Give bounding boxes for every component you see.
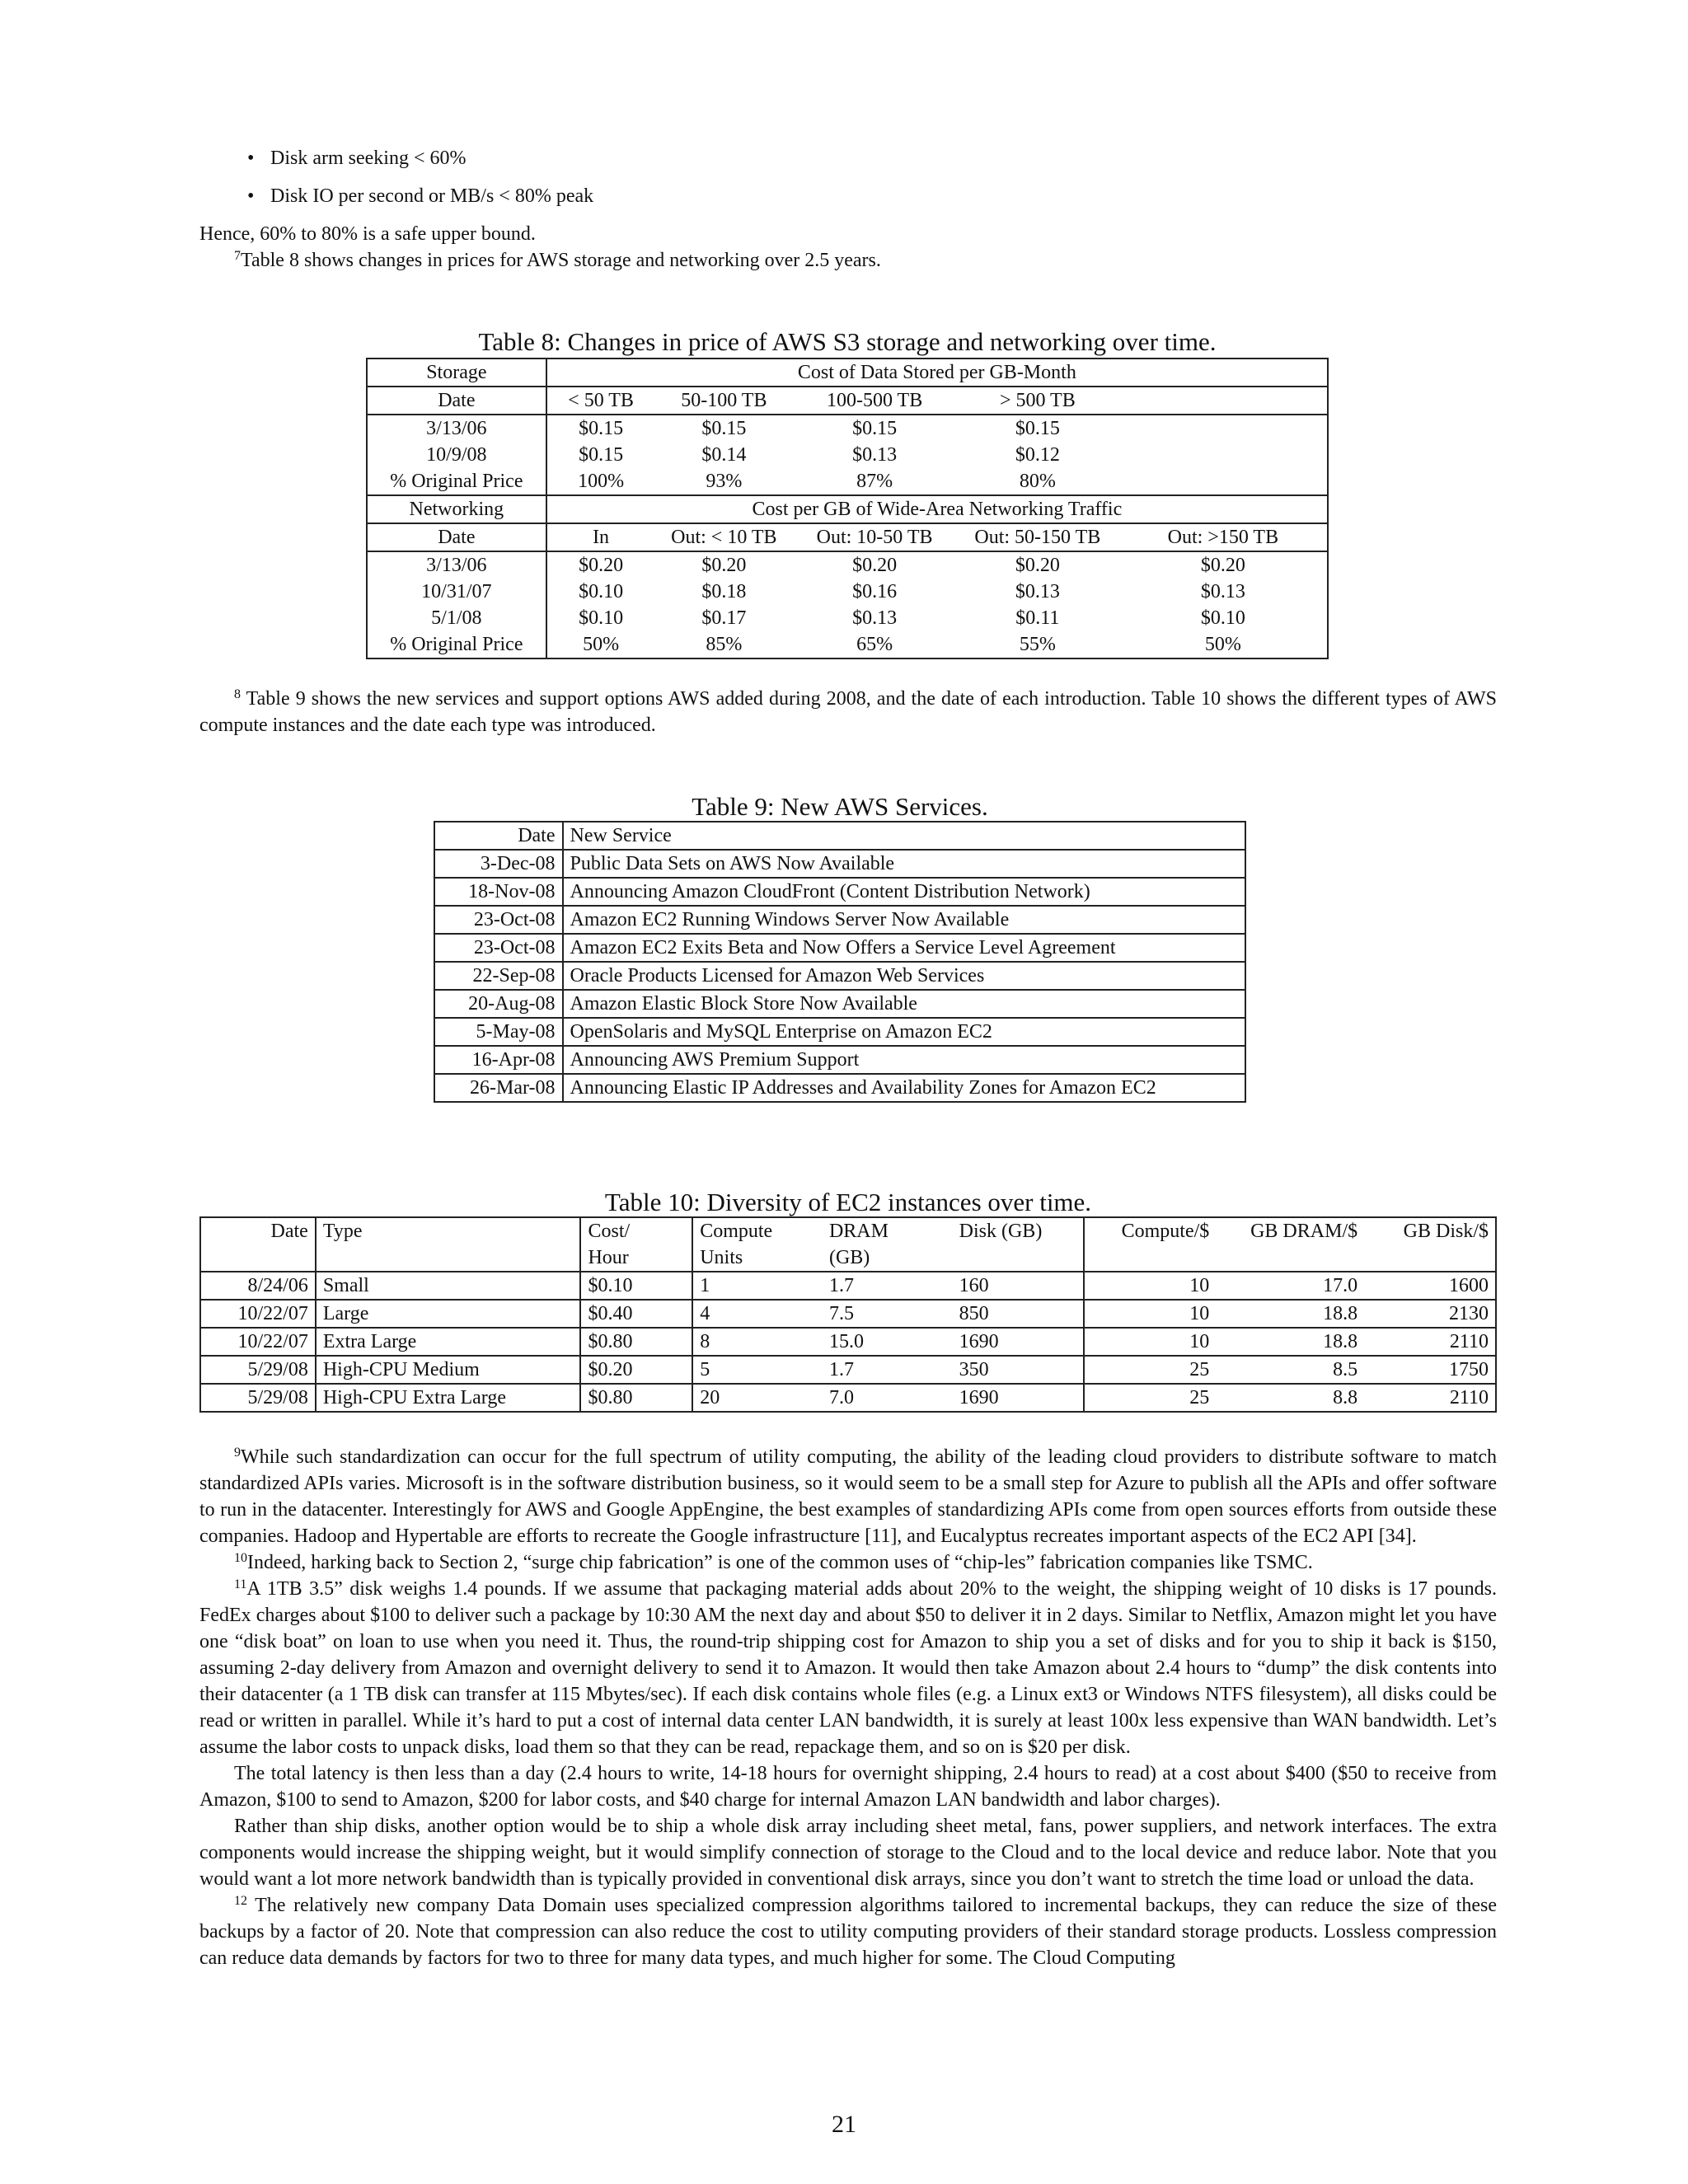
table9-service-cell: Announcing Amazon CloudFront (Content Distribution Network) bbox=[570, 881, 1090, 902]
bullet-item: • Disk arm seeking < 60% bbox=[247, 145, 1484, 183]
table9-service-cell: Oracle Products Licensed for Amazon Web Services bbox=[570, 965, 985, 987]
table10-cell: 17.0 bbox=[1323, 1275, 1358, 1296]
table10-cell: 25 bbox=[1189, 1359, 1210, 1380]
table8-cell: $0.15 bbox=[579, 418, 624, 439]
table10-header-cell: (GB) bbox=[828, 1247, 870, 1268]
table10-cell: 18.8 bbox=[1323, 1303, 1358, 1324]
table-row bbox=[367, 631, 1328, 658]
table10-header-cell: Cost/ bbox=[580, 1217, 692, 1244]
table8-cell: $0.16 bbox=[852, 581, 898, 602]
footnote-mark: 8 bbox=[234, 687, 241, 701]
table8-cell: $0.20 bbox=[1200, 555, 1245, 576]
table10-cell: 1 bbox=[700, 1275, 710, 1296]
table8-cell: 3/13/06 bbox=[367, 415, 546, 442]
table9-header-cell: New Service bbox=[570, 825, 672, 846]
table8-cell: $0.13 bbox=[852, 607, 898, 629]
table8-cell: $0.12 bbox=[1015, 444, 1060, 466]
table9-date-cell: 23-Oct-08 bbox=[434, 934, 563, 962]
table8-storage-group: Cost of Data Stored per GB-Month bbox=[797, 362, 1076, 383]
footnote-mark: 12 bbox=[234, 1894, 247, 1908]
footnote-mark: 9 bbox=[234, 1446, 241, 1460]
table10-header-cell: DRAM bbox=[828, 1221, 889, 1242]
table10-cell: 1690 bbox=[953, 1384, 1085, 1412]
table8-cell: $0.17 bbox=[701, 607, 747, 629]
footnote-block-9-12 bbox=[199, 1444, 1497, 1971]
table8-cell: % Original Price bbox=[367, 631, 546, 658]
table-row bbox=[367, 551, 1328, 579]
table10-cell: 10 bbox=[1189, 1303, 1210, 1324]
table8-storage-label: Storage bbox=[367, 359, 546, 387]
table10-cell: 1.7 bbox=[828, 1359, 854, 1380]
table9-caption: Table 9: New AWS Services. bbox=[692, 792, 988, 821]
table10-cell: $0.20 bbox=[580, 1356, 692, 1384]
footnote-11 bbox=[199, 1576, 1497, 1760]
table9-service-cell: Announcing AWS Premium Support bbox=[570, 1049, 860, 1071]
table8-cell: 50% bbox=[1204, 634, 1241, 655]
bullet-list bbox=[247, 145, 1484, 221]
table10-header-cell: Disk (GB) bbox=[953, 1217, 1085, 1244]
footnote-text: A 1TB 3.5” disk weighs 1.4 pounds. If we assume that packaging material adds about 20% to the weight, the shipping weight of 10 disks is 17 pounds. FedEx charges about $100 to deliver such a package by 10:30 AM the next day and about $50 to deliver it in 2 days. Similar to Netflix, Amazon might let you have one “disk boat” on loan to use when you need it. Thus, the round-trip shipping cost for Amazon to ship you a set of disks and for you to ship it back is $150, assuming 2-day delivery from Amazon and overnight delivery to send it to Amazon. It would then take Amazon about 2.4 hours to “dump” the disk contents into their datacenter (a 1 TB disk can transfer at 115 Mbytes/sec). If each disk contains whole files (e.g. a Linux ext3 or Windows NTFS filesystem), all disks could be read or written in parallel. While it’s hard to put a cost of internal data center LAN bandwidth, it is surely at least 100x less expensive than WAN bandwidth. Let’s assume the labor costs to unpack disks, load them so that they can be read, repackage them, and so on is $20 per disk. bbox=[199, 1578, 1497, 1758]
table9-date-cell: 16-Apr-08 bbox=[434, 1046, 563, 1074]
table10-cell: High-CPU Medium bbox=[316, 1356, 581, 1384]
footnote-text: Table 8 shows changes in prices for AWS storage and networking over 2.5 years. bbox=[241, 250, 881, 271]
table10-cell: 5 bbox=[700, 1359, 710, 1380]
table10-cell: 8/24/06 bbox=[200, 1272, 316, 1300]
table8-header-cell: Date bbox=[367, 523, 546, 551]
footnote-text: Indeed, harking back to Section 2, “surge chip fabrication” is one of the common uses of “chip-les” fabrication companies like TSMC. bbox=[247, 1552, 1313, 1573]
table8-cell: $0.20 bbox=[1015, 555, 1060, 576]
table9-service-cell: Amazon EC2 Exits Beta and Now Offers a Service Level Agreement bbox=[570, 937, 1116, 958]
table10 bbox=[199, 1216, 1497, 1413]
table10-cell: 15.0 bbox=[828, 1331, 864, 1352]
table-row bbox=[200, 1272, 1496, 1300]
table9-date-cell: 23-Oct-08 bbox=[434, 906, 563, 934]
table8-cell: $0.20 bbox=[701, 555, 747, 576]
table10-header-cell bbox=[953, 1244, 1085, 1272]
table8-networking-group: Cost per GB of Wide-Area Networking Traffic bbox=[752, 499, 1123, 520]
table-row bbox=[434, 906, 1245, 934]
table-row bbox=[434, 962, 1245, 990]
table8-networking-label: Networking bbox=[367, 495, 546, 523]
table10-cell: 8.8 bbox=[1333, 1387, 1358, 1408]
table10-cell: High-CPU Extra Large bbox=[316, 1384, 581, 1412]
table8-header-cell: In bbox=[593, 527, 610, 548]
table8-cell: $0.10 bbox=[1200, 607, 1245, 629]
table8-header-cell: 50-100 TB bbox=[681, 390, 767, 411]
table9-header-row bbox=[434, 822, 1245, 850]
table10-header-cell bbox=[1084, 1244, 1216, 1272]
footnote-text: The relatively new company Data Domain uses specialized compression algorithms tailored to incremental backups, they can reduce the size of these backups by a factor of 20. Note that compression can also reduce the cost to utility computing providers of their standard storage products. Lossless compression can reduce data demands by factors for two to three for many data types, and much higher for some. The Cloud Computing bbox=[199, 1895, 1497, 1969]
table8-cell: $0.13 bbox=[1015, 581, 1060, 602]
table8-header-cell: Out: 50-150 TB bbox=[974, 527, 1101, 548]
footnote-mark: 11 bbox=[234, 1577, 247, 1591]
table8-cell: 87% bbox=[856, 471, 893, 492]
table-row bbox=[367, 605, 1328, 631]
table8-header-cell: Out: >150 TB bbox=[1167, 527, 1279, 548]
table9-date-cell: 22-Sep-08 bbox=[434, 962, 563, 990]
table9-service-cell: Public Data Sets on AWS Now Available bbox=[570, 853, 895, 874]
table10-cell: 2130 bbox=[1449, 1303, 1489, 1324]
table10-cell: 2110 bbox=[1449, 1387, 1489, 1408]
table10-cell: 25 bbox=[1189, 1387, 1210, 1408]
table10-cell: 10 bbox=[1189, 1331, 1210, 1352]
table8-cell: 80% bbox=[1019, 471, 1056, 492]
table10-cell: 160 bbox=[953, 1272, 1085, 1300]
table-row bbox=[434, 850, 1245, 878]
table10-header-cell: GB Disk/$ bbox=[1403, 1221, 1489, 1242]
table8-storage-header-row bbox=[367, 387, 1328, 415]
footnote-block-7 bbox=[199, 221, 1497, 274]
table10-cell: 1.7 bbox=[828, 1275, 854, 1296]
table10-header-cell bbox=[316, 1244, 581, 1272]
table10-cell: 8.5 bbox=[1333, 1359, 1358, 1380]
table8-cell: 50% bbox=[583, 634, 620, 655]
table8-cell: 10/9/08 bbox=[367, 442, 546, 468]
table10-cell: 8 bbox=[700, 1331, 710, 1352]
table8-cell: $0.15 bbox=[1015, 418, 1060, 439]
table10-header-cell: Compute/$ bbox=[1121, 1221, 1210, 1242]
table10-cell: 10/22/07 bbox=[200, 1300, 316, 1328]
table10-cell: 1750 bbox=[1449, 1359, 1489, 1380]
table9-service-cell: Amazon Elastic Block Store Now Available bbox=[570, 993, 917, 1015]
table8-cell: $0.13 bbox=[1200, 581, 1245, 602]
footnote-mark: 10 bbox=[234, 1551, 247, 1565]
table10-header-cell bbox=[200, 1244, 316, 1272]
table9-date-cell: 26-Mar-08 bbox=[434, 1074, 563, 1102]
table10-cell: $0.80 bbox=[580, 1328, 692, 1356]
table8-header-cell: < 50 TB bbox=[568, 390, 634, 411]
table10-header-row-2 bbox=[200, 1244, 1496, 1272]
table9-date-cell: 18-Nov-08 bbox=[434, 878, 563, 906]
table-row bbox=[200, 1384, 1496, 1412]
table10-cell: 18.8 bbox=[1323, 1331, 1358, 1352]
table8-cell: $0.13 bbox=[852, 444, 898, 466]
table8-header-cell: 100-500 TB bbox=[826, 390, 923, 411]
table8-empty-cell bbox=[1119, 468, 1328, 495]
table8-cell: 93% bbox=[706, 471, 743, 492]
footnote-10 bbox=[199, 1549, 1497, 1576]
table10-cell: Extra Large bbox=[316, 1328, 581, 1356]
table10-header-cell bbox=[1364, 1244, 1496, 1272]
table10-header-row-1 bbox=[200, 1217, 1496, 1244]
table9 bbox=[434, 821, 1246, 1103]
table10-cell: 4 bbox=[700, 1303, 710, 1324]
table10-cell: $0.10 bbox=[580, 1272, 692, 1300]
table10-cell: 20 bbox=[700, 1387, 720, 1408]
table8-cell: 5/1/08 bbox=[367, 605, 546, 631]
table-row bbox=[200, 1356, 1496, 1384]
table8-header-cell: > 500 TB bbox=[999, 390, 1076, 411]
footnote-7 bbox=[199, 247, 1497, 274]
table10-cell: 10 bbox=[1189, 1275, 1210, 1296]
table10-cell: 1690 bbox=[953, 1328, 1085, 1356]
table10-cell: 1600 bbox=[1449, 1275, 1489, 1296]
table8-cell: 85% bbox=[706, 634, 743, 655]
table-row bbox=[367, 442, 1328, 468]
table8-cell: $0.15 bbox=[701, 418, 747, 439]
table10-cell: 7.0 bbox=[828, 1387, 854, 1408]
table8-cell: $0.10 bbox=[579, 607, 624, 629]
table8 bbox=[366, 358, 1329, 659]
footnote-mark: 7 bbox=[234, 249, 241, 263]
table10-header-cell: Date bbox=[200, 1217, 316, 1244]
table9-date-cell: 5-May-08 bbox=[434, 1018, 563, 1046]
table-row bbox=[200, 1328, 1496, 1356]
table10-cell: Small bbox=[316, 1272, 581, 1300]
footnote-text: Table 9 shows the new services and support options AWS added during 2008, and the date of each introduction. Table 10 shows the different types of AWS compute instances and the date each type was introduced. bbox=[199, 688, 1497, 736]
table10-cell: $0.80 bbox=[580, 1384, 692, 1412]
table-row bbox=[434, 990, 1245, 1018]
table10-cell: 850 bbox=[953, 1300, 1085, 1328]
table10-cell: 350 bbox=[953, 1356, 1085, 1384]
page-number: 21 bbox=[832, 2111, 856, 2138]
table9-service-cell: OpenSolaris and MySQL Enterprise on Amazon EC2 bbox=[570, 1021, 992, 1043]
table8-cell: % Original Price bbox=[367, 468, 546, 495]
table8-cell: $0.10 bbox=[579, 581, 624, 602]
table-row bbox=[434, 934, 1245, 962]
table10-header-cell: Hour bbox=[580, 1244, 692, 1272]
table8-cell: 10/31/07 bbox=[367, 579, 546, 605]
table-row bbox=[434, 1074, 1245, 1102]
table10-cell: 5/29/08 bbox=[200, 1384, 316, 1412]
table-row bbox=[434, 1018, 1245, 1046]
table10-caption: Table 10: Diversity of EC2 instances over time. bbox=[604, 1188, 1092, 1216]
table10-cell: 7.5 bbox=[828, 1303, 854, 1324]
table-row bbox=[367, 468, 1328, 495]
table9-date-cell: 20-Aug-08 bbox=[434, 990, 563, 1018]
table9-header-cell: Date bbox=[434, 822, 563, 850]
table8-header-cell: Out: < 10 TB bbox=[671, 527, 777, 548]
table10-header-cell: Units bbox=[700, 1247, 743, 1268]
table8-cell: 65% bbox=[856, 634, 893, 655]
footnote-block-8 bbox=[199, 686, 1497, 738]
table10-header-cell bbox=[1216, 1244, 1364, 1272]
table8-cell: $0.20 bbox=[579, 555, 624, 576]
footnote-9 bbox=[199, 1444, 1497, 1549]
table10-cell: 5/29/08 bbox=[200, 1356, 316, 1384]
table8-cell: 55% bbox=[1019, 634, 1056, 655]
footnote-11-paragraph-3: Rather than ship disks, another option would be to ship a whole disk array including sheet metal, fans, power suppliers, and network interfaces. The extra components would increase the shipping weight, but it would simplify connection of storage to the Cloud and to the local device and reduce labor. Note that you would want a lot more network bandwidth than is typically provided in conventional disk arrays, since you don’t want to stretch the time load or unload the data. bbox=[199, 1816, 1497, 1890]
table8-empty-cell bbox=[1119, 442, 1328, 468]
table8-header-cell: Date bbox=[367, 387, 546, 415]
table10-cell: 2110 bbox=[1449, 1331, 1489, 1352]
table8-empty-cell bbox=[1119, 415, 1328, 442]
table8-cell: $0.14 bbox=[701, 444, 747, 466]
footnote-8 bbox=[199, 686, 1497, 738]
table9-date-cell: 3-Dec-08 bbox=[434, 850, 563, 878]
table-row bbox=[367, 415, 1328, 442]
bullet-item: • Disk IO per second or MB/s < 80% peak bbox=[247, 183, 1484, 221]
table-row bbox=[434, 878, 1245, 906]
table8-cell: $0.15 bbox=[852, 418, 898, 439]
table8-cell: $0.20 bbox=[852, 555, 898, 576]
table10-cell: 10/22/07 bbox=[200, 1328, 316, 1356]
table8-cell: $0.15 bbox=[579, 444, 624, 466]
hence-line: Hence, 60% to 80% is a safe upper bound. bbox=[199, 223, 536, 245]
table10-header-cell: Compute bbox=[700, 1221, 773, 1242]
table8-cell: 3/13/06 bbox=[367, 551, 546, 579]
table-row bbox=[367, 579, 1328, 605]
footnote-text: While such standardization can occur for the full spectrum of utility computing, the ability of the leading cloud providers to distribute software to match standardized APIs varies. Microsoft is in the software distribution business, so it would seem to be a small step for Azure to publish all the APIs and offer software to run in the datacenter. Interestingly for AWS and Google AppEngine, the best examples of standardizing APIs come from open sources efforts from outside these companies. Hadoop and Hypertable are efforts to recreate the Google infrastructure [11], and Eucalyptus recreates important aspects of the EC2 API [34]. bbox=[199, 1446, 1497, 1547]
table-row bbox=[200, 1300, 1496, 1328]
table8-cell: $0.18 bbox=[701, 581, 747, 602]
table9-service-cell: Announcing Elastic IP Addresses and Availability Zones for Amazon EC2 bbox=[570, 1077, 1156, 1099]
footnote-12 bbox=[199, 1892, 1497, 1971]
table10-header-cell: Type bbox=[316, 1217, 581, 1244]
table8-cell: 100% bbox=[578, 471, 625, 492]
table8-empty-cell bbox=[1119, 387, 1328, 415]
table8-cell: $0.11 bbox=[1015, 607, 1060, 629]
footnote-11-paragraph-2: The total latency is then less than a day (2.4 hours to write, 14-18 hours for overnight shipping, 2.4 hours to read) at a cost about $400 ($50 to receive from Amazon, $100 to send to Amazon, $200 for labor costs, and $40 charge for internal Amazon LAN bandwidth and labor charges). bbox=[199, 1763, 1497, 1811]
table10-cell: $0.40 bbox=[580, 1300, 692, 1328]
table9-service-cell: Amazon EC2 Running Windows Server Now Available bbox=[570, 909, 1010, 930]
table10-cell: Large bbox=[316, 1300, 581, 1328]
table8-header-cell: Out: 10-50 TB bbox=[816, 527, 933, 548]
table8-networking-header-row bbox=[367, 523, 1328, 551]
table-row bbox=[434, 1046, 1245, 1074]
table10-header-cell: GB DRAM/$ bbox=[1250, 1221, 1358, 1242]
table8-caption: Table 8: Changes in price of AWS S3 storage and networking over time. bbox=[478, 327, 1217, 356]
